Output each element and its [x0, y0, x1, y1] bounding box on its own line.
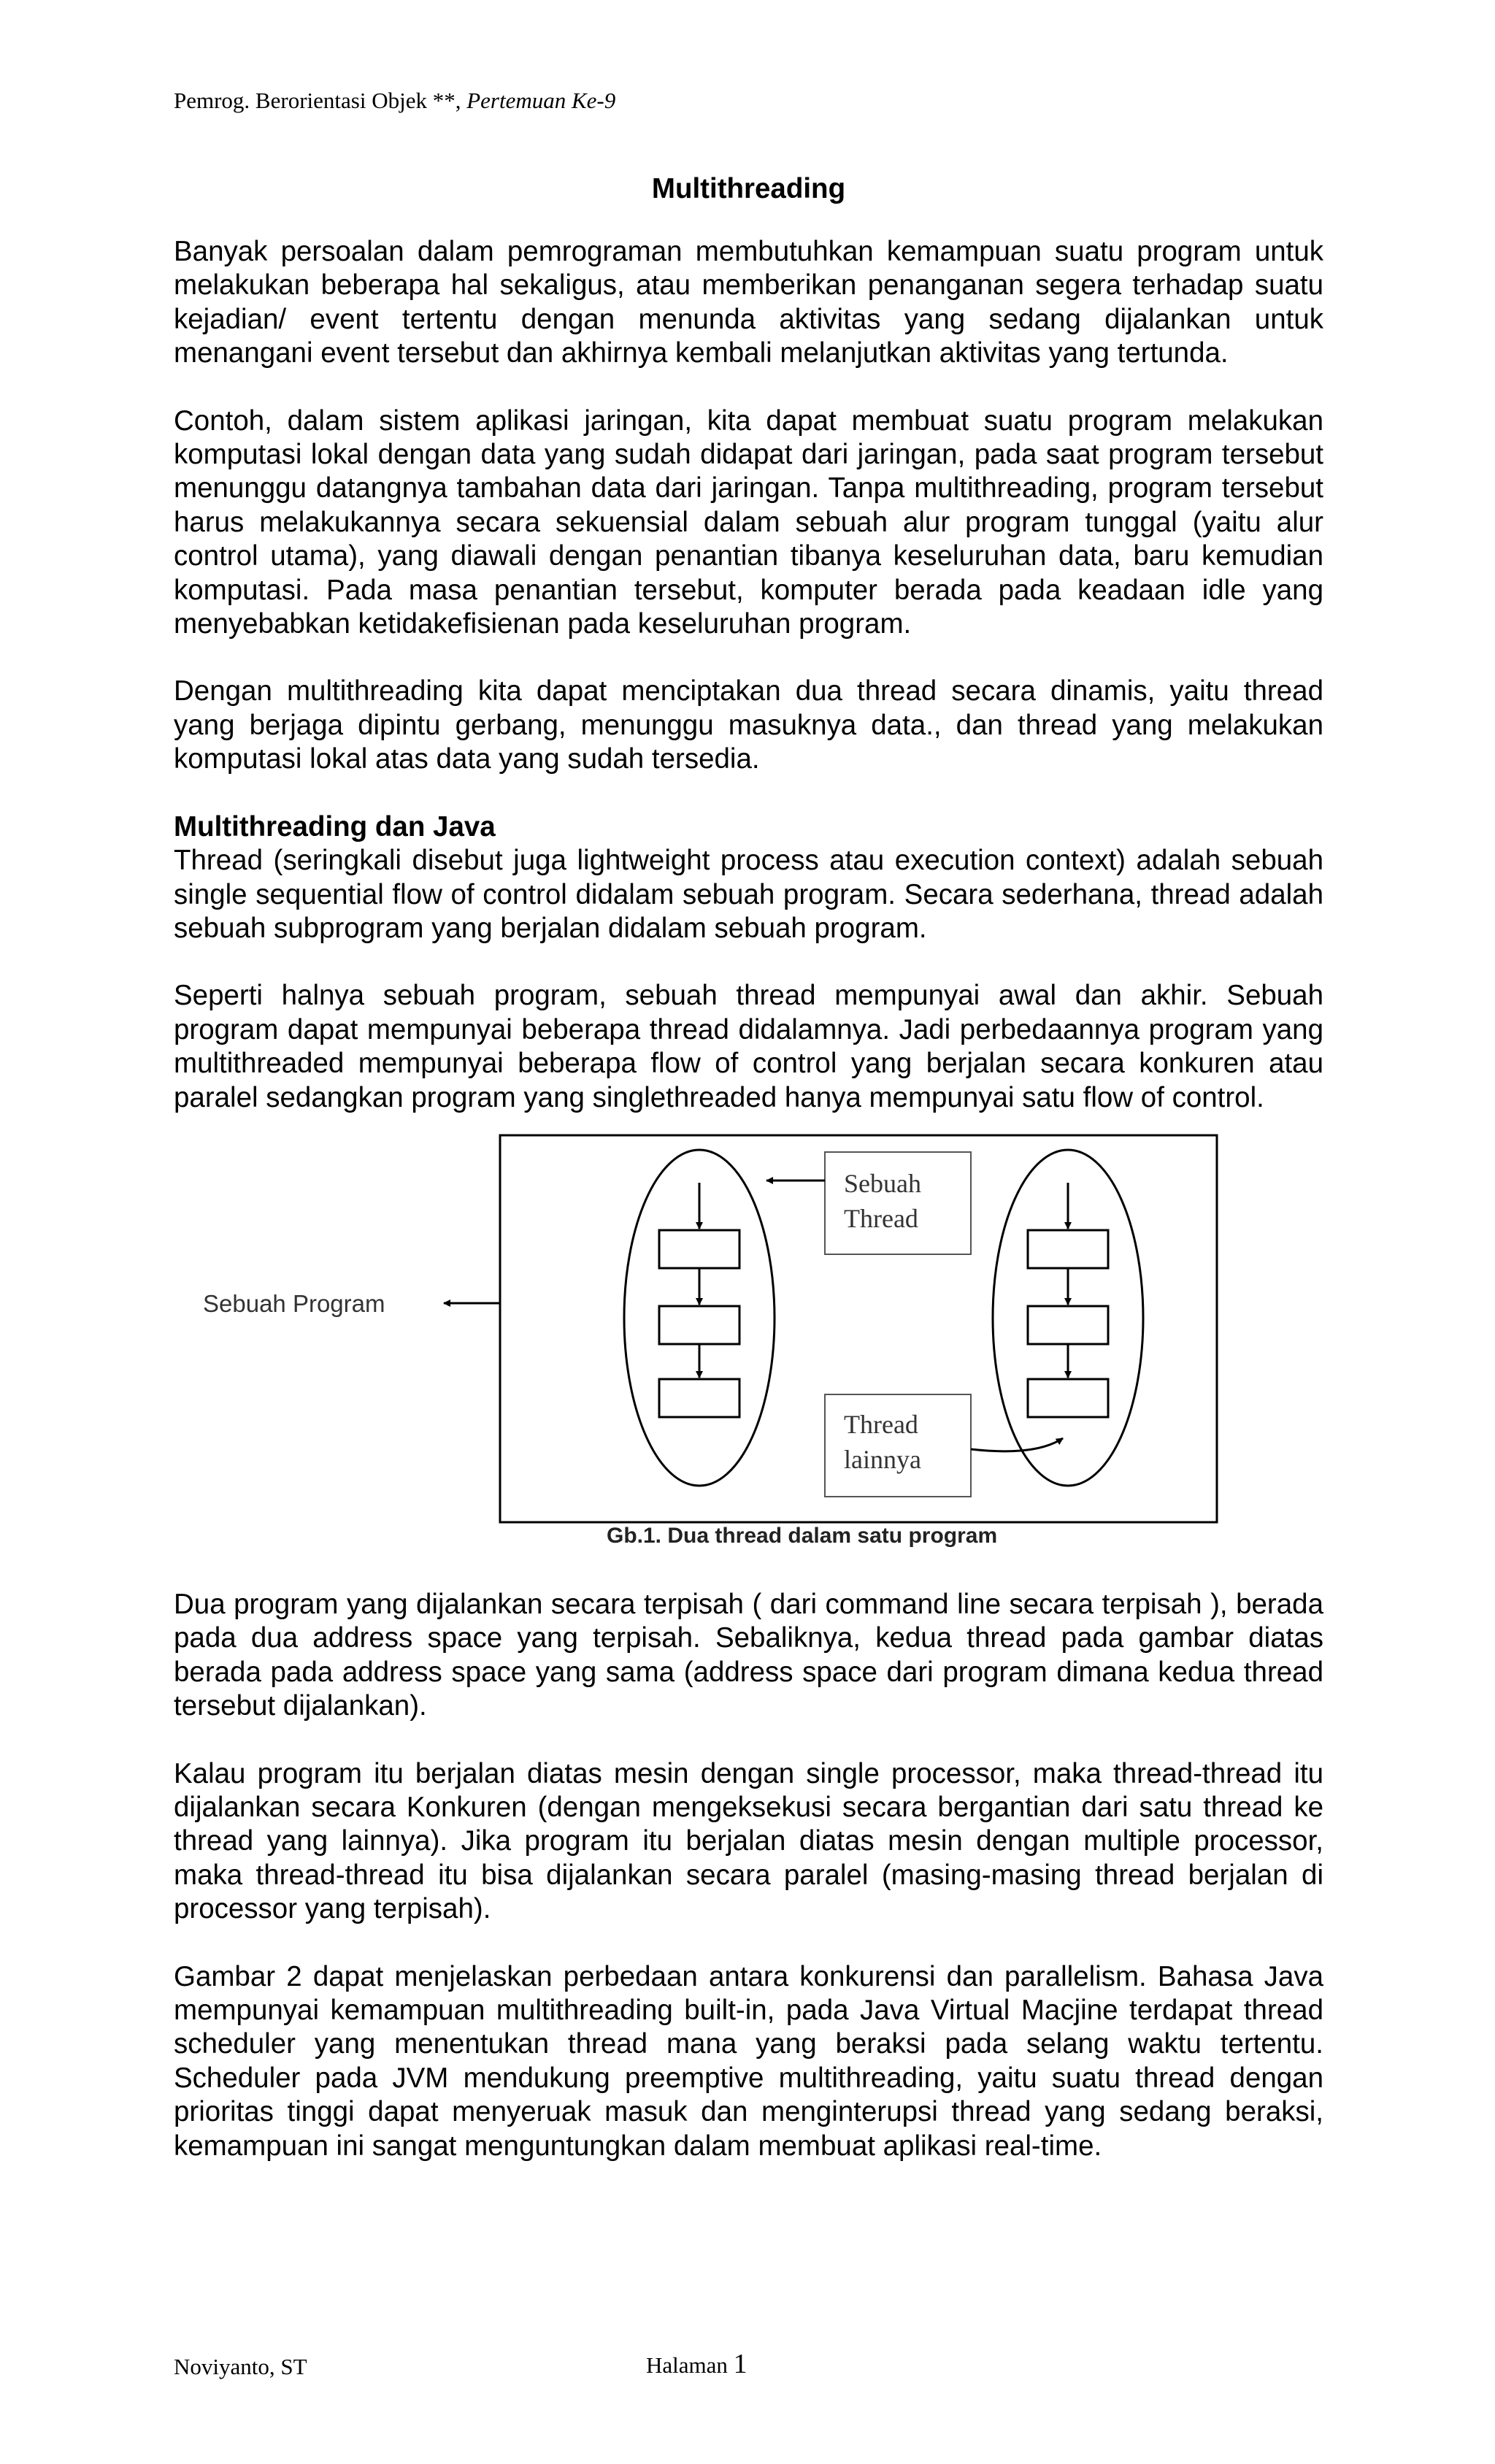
footer-page-number: 1	[733, 2349, 748, 2379]
header-course: Pemrog. Berorientasi Objek **,	[174, 88, 461, 113]
paragraph-example: Contoh, dalam sistem aplikasi jaringan, kita dapat membuat suatu program melakukan komputasi lokal dengan data yang sudah didapat dari jaringan, pada saat program tersebut menunggu datangnya tambahan data dari jaringan. Tanpa multithreading, program tersebut harus melakukannya secara sekuensial dalam sebuah alur program tunggal (yaitu alur control utama), yang diawali dengan penantian tibanya keseluruhan data, baru kemudian komputasi. Pada masa penantian tersebut, komputer berada pada keadaan idle yang menyebabkan ketidakefisienan pada keseluruhan program.	[174, 404, 1323, 640]
thread-label-line2: Thread	[844, 1203, 918, 1233]
paragraph-multithreading: Dengan multithreading kita dapat menciptakan dua thread secara dinamis, yaitu thread yang berjaga dipintu gerbang, menunggu masuknya data., dan thread yang melakukan komputasi lokal atas data yang sudah tersedia.	[174, 675, 1323, 775]
figure-two-threads	[174, 1128, 1323, 1551]
figure-caption: Gb.1. Dua thread dalam satu program	[607, 1523, 998, 1548]
footer-page-label: Halaman	[646, 2352, 728, 2378]
paragraph-java-scheduler: Gambar 2 dapat menjelaskan perbedaan antara konkurensi dan parallelism. Bahasa Java mempunyai kemampuan multithreading built-in, pada Java Virtual Macjine terdapat thread scheduler yang menentukan thread mana yang beraksi pada selang waktu tertentu. Scheduler pada JVM mendukung preemptive multithreading, yaitu suatu thread dengan prioritas tinggi dapat menyeruak masuk dan menginterupsi thread yang sedang beraksi, kemampuan ini sangat menguntungkan dalam membuat aplikasi real-time.	[174, 1960, 1323, 2162]
left-step-2	[659, 1306, 739, 1344]
other-label-line2: lainnya	[844, 1444, 921, 1474]
header-meeting: Pertemuan Ke-9	[466, 88, 616, 113]
running-header	[174, 86, 615, 115]
right-step-2	[1028, 1306, 1108, 1344]
paragraph-processor: Kalau program itu berjalan diatas mesin dengan single processor, maka thread-thread itu dijalankan secara Konkuren (dengan mengeksekusi secara bergantian dari satu thread ke thread yang lainnya). Jika program itu berjalan diatas mesin dengan multiple processor, maka thread-thread itu bisa dijalankan secara paralel (masing-masing thread berjalan di processor yang terpisah).	[174, 1757, 1323, 1925]
paragraph-address-space: Dua program yang dijalankan secara terpisah ( dari command line secara terpisah ), berada pada dua address space yang terpisah. Sebaliknya, kedua thread pada gambar diatas berada pada address space yang sama (address space dari program dimana kedua thread tersebut dijalankan).	[174, 1588, 1323, 1722]
program-label: Sebuah Program	[203, 1289, 385, 1317]
left-step-3	[659, 1379, 739, 1417]
paragraph-thread-definition: Thread (seringkali disebut juga lightweight process atau execution context) adalah sebuah single sequential flow of control didalam sebuah program. Secara sederhana, thread adalah sebuah subprogram yang berjalan didalam sebuah program.	[174, 845, 1323, 944]
thread-label-box	[825, 1152, 971, 1254]
other-label-line1: Thread	[844, 1409, 918, 1439]
footer-author: Noviyanto, ST	[174, 2354, 307, 2379]
left-step-1	[659, 1230, 739, 1268]
footer-page	[646, 2349, 748, 2380]
section-heading: Multithreading dan Java	[174, 810, 496, 843]
document-title: Multithreading	[651, 173, 846, 204]
paragraph-intro: Banyak persoalan dalam pemrograman membutuhkan kemampuan suatu program untuk melakukan beberapa hal sekaligus, atau memberikan penanganan segera terhadap suatu kejadian/ event tertentu dengan menunda aktivitas yang sedang dijalankan untuk menangani event tersebut dan akhirnya kembali melanjutkan aktivitas yang tertunda.	[174, 236, 1323, 369]
right-step-3	[1028, 1379, 1108, 1417]
figure-diagram	[174, 1128, 1323, 1551]
main-content	[174, 172, 1323, 2197]
thread-label-line1: Sebuah	[844, 1168, 921, 1198]
paragraph-thread-flow: Seperti halnya sebuah program, sebuah thread mempunyai awal dan akhir. Sebuah program dapat mempunyai beberapa thread didalamnya. Jadi perbedaannya program yang multithreaded mempunyai beberapa flow of control yang berjalan secara konkuren atau paralel sedangkan program yang singlethreaded hanya mempunyai satu flow of control.	[174, 980, 1323, 1113]
right-step-1	[1028, 1230, 1108, 1268]
